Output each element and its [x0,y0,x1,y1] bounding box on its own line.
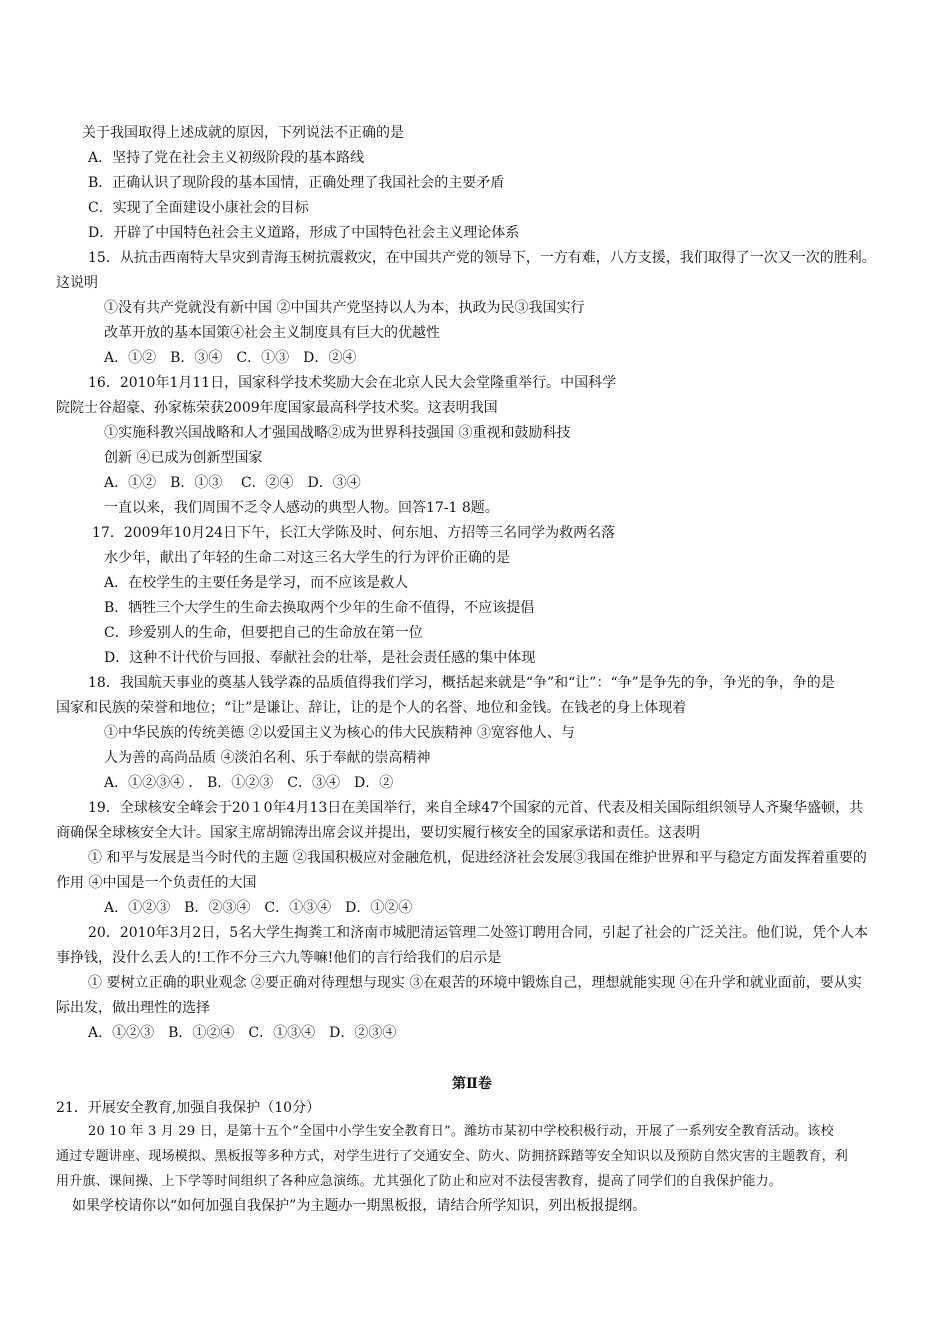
q15-stem-line1: 15．从抗击西南特大旱灾到青海玉树抗震救灾，在中国共产党的领导下，一方有难，八方支援，我们取得了一次又一次的胜利。 [88,250,876,266]
q20-stem-line2: 事挣钱，没什么丢人的!工作不分三六九等嘛!他们的言行给我们的启示是 [56,950,502,966]
intro-17-18: 一直以来，我们周围不乏令人感动的典型人物。回答17-1 8题。 [104,500,499,516]
q16-items-line1: ①实施科教兴国战略和人才强国战略②成为世界科技强国 ③重视和鼓励科技 [104,425,571,441]
q20-items-line1: ① 要树立正确的职业观念 ②要正确对待理想与现实 ③在艰苦的环境中锻炼自己，理想就能实现 ④在升学和就业面前，要从实 [88,975,862,991]
q21-heading: 21．开展安全教育,加强自我保护（10分） [56,1100,321,1116]
q19-stem-line2: 商确保全球核安全大计。国家主席胡锦涛出席会议并提出，要切实履行核安全的国家承诺和责任。这表明 [56,825,700,841]
q21-para-line2: 通过专题讲座、现场模拟、黑板报等多种方式，对学生进行了交通安全、防火、防拥挤踩踏等安全知识以及预防自然灾害的主题教育，利 [56,1149,849,1164]
q15-items-line2: 改革开放的基本国策④社会主义制度具有巨大的优越性 [104,325,440,341]
q19-items-line2: 作用 ④中国是一个负责任的大国 [56,875,257,891]
q14-option-a: A．坚持了党在社会主义初级阶段的基本路线 [88,150,365,166]
q17-stem-line2: 水少年，献出了年轻的生命二对这三名大学生的行为评价正确的是 [104,550,510,566]
q15-stem-line2: 这说明 [56,275,98,291]
q20-items-line2: 际出发，做出理性的选择 [56,1000,210,1016]
q21-task: 如果学校请你以“如何加强自我保护”为主题办一期黑板报，请结合所学知识，列出板报提纲。 [72,1198,647,1214]
q17-stem-line1: 17．2009年10月24日下午，长江大学陈及时、何东旭、方招等三名同学为救两名落 [92,525,616,541]
q16-choices: A．①② B．①③ C．②④ D．③④ [104,475,361,491]
q18-items-line2: 人为善的高尚品质 ④淡泊名利、乐于奉献的崇高精神 [104,750,431,766]
q20-stem-line1: 20．2010年3月2日，5名大学生掏粪工和济南市城肥清运管理二处签订聘用合同，引起了社会的广泛关注。他们说，凭个人本 [88,925,869,941]
q19-stem-line1: 19．全球核安全峰会于20１0年4月13日在美国举行，来自全球47个国家的元首、代表及相关国际组织领导人齐聚华盛顿，共 [88,800,864,816]
q14-option-d: D．开辟了中国特色社会主义道路，形成了中国特色社会主义理论体系 [88,225,520,241]
q21-para-line1: 20 10 年 3 月 29 日，是第十五个“全国中小学生安全教育日”。潍坊市某初中学校积极行动，开展了一系列安全教育活动。该校 [88,1124,834,1139]
q18-items-line1: ①中华民族的传统美德 ②以爱国主义为核心的伟大民族精神 ③宽容他人、与 [104,725,575,741]
q17-option-b: B．牺牲三个大学生的生命去换取两个少年的生命不值得，不应该提倡 [104,600,535,616]
part2-title: 第Ⅱ卷 [452,1076,492,1092]
q17-option-d: D．这种不计代价与回报、奉献社会的壮举，是社会责任感的集中体现 [104,650,536,666]
q14-option-c: C．实现了全面建设小康社会的目标 [88,200,309,216]
q15-choices: A．①② B．③④ C．①③ D．②④ [104,350,357,366]
q18-choices: A．①②③④ ． B．①②③ C．③④ D．② [104,775,394,791]
q19-items-line1: ① 和平与发展是当今时代的主题 ②我国积极应对金融危机，促进经济社会发展③我国在维护世界和平与稳定方面发挥着重要的 [88,850,867,866]
q14-option-b: B．正确认识了现阶段的基本国情，正确处理了我国社会的主要矛盾 [88,175,505,191]
q19-choices: A．①②③ B．②③④ C．①③④ D．①②④ [104,900,413,916]
q16-items-line2: 创新 ④已成为创新型国家 [104,450,263,466]
q15-items-line1: ①没有共产党就没有新中国 ②中国共产党坚持以人为本，执政为民③我国实行 [104,300,585,316]
q20-choices: A．①②③ B．①②④ C．①③④ D．②③④ [88,1025,397,1041]
q17-option-c: C．珍爱别人的生命，但要把自己的生命放在第一位 [104,625,423,641]
q17-option-a: A．在校学生的主要任务是学习，而不应该是救人 [104,575,409,591]
q21-para-line3: 用升旗、课间操、上下学等时间组织了各种应急演练。尤其强化了防止和应对不法侵害教育，提高了同学们的自我保护能力。 [56,1174,783,1189]
q16-stem-line2: 院院士谷超豪、孙家栋荣获2009年度国家最高科学技术奖。这表明我国 [56,400,498,416]
q14-stem: 关于我国取得上述成就的原因，下列说法不正确的是 [82,125,404,141]
q18-stem-line2: 国家和民族的荣誉和地位；“让”是谦让、辞让，让的是个人的名誉、地位和金钱。在钱老的身上体现着 [56,700,687,716]
q18-stem-line1: 18．我国航天事业的奠基人钱学森的品质值得我们学习，概括起来就是“争”和“让”：“争”是争先的争，争光的争，争的是 [88,675,835,691]
q16-stem-line1: 16．2010年1月11日，国家科学技术奖励大会在北京人民大会堂隆重举行。中国科学 [88,375,617,391]
